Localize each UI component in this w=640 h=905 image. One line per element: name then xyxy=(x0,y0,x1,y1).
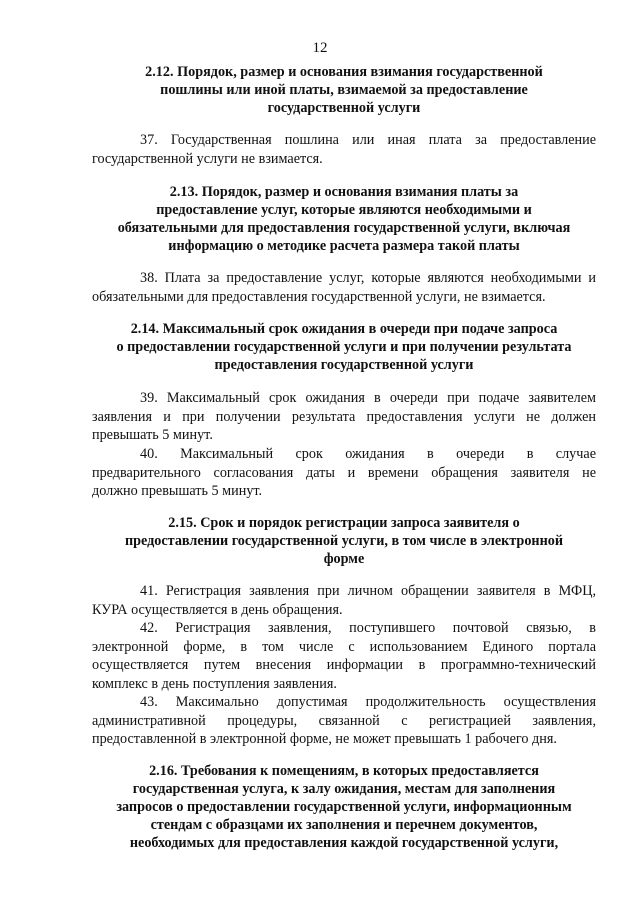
heading-line: информацию о методике расчета размера такой платы xyxy=(168,238,520,254)
heading-line: 2.14. Максимальный срок ожидания в очереди при подаче запроса xyxy=(130,321,558,337)
paragraph-line: предварительного согласования даты и времени обращения заявителя не xyxy=(92,464,596,481)
paragraph-38 xyxy=(92,269,596,306)
paragraph-line: заявления и при получении результата предоставления услуги не должен xyxy=(92,408,596,425)
heading-line: стендам с образцами их заполнения и перечнем документов, xyxy=(150,817,538,833)
paragraph-37 xyxy=(92,131,596,168)
heading-line: запросов о предоставлении государственной услуги, информационным xyxy=(116,799,572,815)
heading-line: 2.16. Требования к помещениям, в которых предоставляется xyxy=(149,763,539,779)
heading-line: предоставления государственной услуги xyxy=(214,357,474,373)
paragraph-39 xyxy=(92,389,596,445)
paragraph-line: электронной форме, в том числе с использованием Единого портала xyxy=(92,638,596,655)
paragraph-line: КУРА осуществляется в день обращения. xyxy=(92,601,343,618)
section-heading-2-15 xyxy=(92,514,596,568)
heading-line: 2.15. Срок и порядок регистрации запроса заявителя о xyxy=(168,515,520,531)
paragraph-41 xyxy=(92,582,596,619)
paragraph-line: обязательными для предоставления государственной услуги, не взимается. xyxy=(92,288,546,305)
section-heading-2-13 xyxy=(92,183,596,255)
paragraph-line: 42. Регистрация заявления, поступившего почтовой связью, в xyxy=(140,620,596,636)
paragraph-line: осуществляется путем внесения информации в программно-технический xyxy=(92,657,596,674)
page-number: 12 xyxy=(312,40,328,56)
heading-line: 2.12. Порядок, размер и основания взимания государственной xyxy=(145,64,543,80)
section-heading-2-12 xyxy=(92,63,596,117)
heading-line: необходимых для предоставления каждой государственной услуги, xyxy=(129,835,559,851)
section-heading-2-14 xyxy=(92,320,596,374)
paragraph-43 xyxy=(92,693,596,749)
paragraph-line: 39. Максимальный срок ожидания в очереди при подаче заявителем xyxy=(140,390,596,406)
paragraph-40 xyxy=(92,445,596,501)
heading-line: предоставление услуг, которые являются необходимыми и xyxy=(156,202,532,218)
paragraph-line: административной процедуры, связанной с регистрацией заявления, xyxy=(92,712,596,729)
paragraph-line: 43. Максимально допустимая продолжительность осуществления xyxy=(140,694,596,710)
paragraph-line: предоставленной в электронной форме, не может превышать 1 рабочего дня. xyxy=(92,731,557,748)
paragraph-line: 37. Государственная пошлина или иная плата за предоставление xyxy=(140,132,596,148)
paragraph-line: 40. Максимальный срок ожидания в очереди в случае xyxy=(140,446,596,462)
paragraph-line: комплекс в день поступления заявления. xyxy=(92,675,337,692)
heading-line: пошлины или иной платы, взимаемой за предоставление xyxy=(160,82,528,98)
heading-line: государственная услуга, к залу ожидания, местам для заполнения xyxy=(132,781,556,797)
heading-line: государственной услуги xyxy=(267,100,421,116)
section-heading-2-16 xyxy=(92,762,596,852)
heading-line: о предоставлении государственной услуги и при получении результата xyxy=(116,339,572,355)
paragraph-42 xyxy=(92,619,596,693)
heading-line: 2.13. Порядок, размер и основания взимания платы за xyxy=(169,184,519,200)
paragraph-line: государственной услуги не взимается. xyxy=(92,150,323,167)
heading-line: обязательными для предоставления государственной услуги, включая xyxy=(117,220,571,236)
paragraph-line: должно превышать 5 минут. xyxy=(92,483,263,500)
heading-line: предоставлении государственной услуги, в том числе в электронной xyxy=(124,533,564,549)
paragraph-line: превышать 5 минут. xyxy=(92,427,213,444)
paragraph-line: 41. Регистрация заявления при личном обращении заявителя в МФЦ, xyxy=(140,583,596,599)
paragraph-line: 38. Плата за предоставление услуг, которые являются необходимыми и xyxy=(140,270,596,286)
heading-line: форме xyxy=(323,551,365,567)
